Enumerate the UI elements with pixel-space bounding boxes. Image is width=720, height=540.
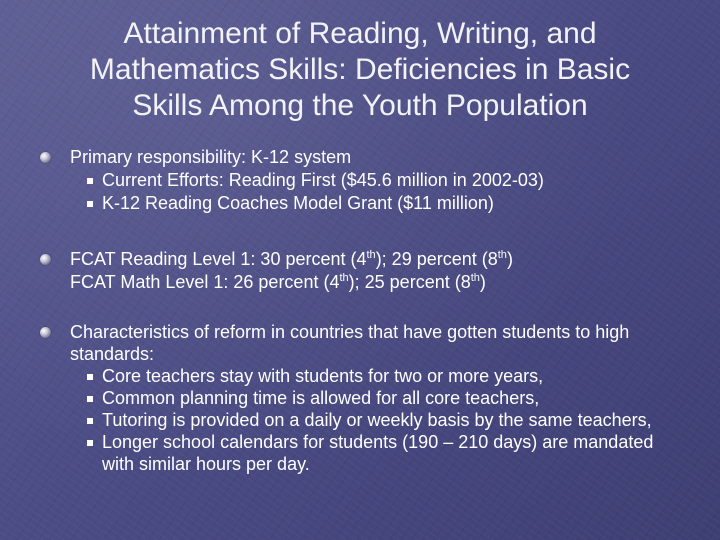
square-bullet-icon bbox=[87, 374, 93, 380]
square-bullet-icon bbox=[87, 418, 93, 424]
sub-bullet-text: Common planning time is allowed for all core teachers, bbox=[102, 388, 540, 408]
sub-bullet-item bbox=[40, 387, 690, 409]
bullet-disc-icon bbox=[40, 254, 51, 265]
title-line-3: Skills Among the Youth Population bbox=[132, 89, 588, 122]
sub-bullet-item bbox=[40, 365, 690, 387]
square-bullet-icon bbox=[87, 201, 93, 207]
bullet-block-reform-characteristics bbox=[40, 321, 690, 475]
bullet-block-fcat bbox=[40, 248, 690, 294]
sub-bullet-item bbox=[40, 409, 690, 431]
square-bullet-icon bbox=[87, 396, 93, 402]
sub-bullet-text: K-12 Reading Coaches Model Grant ($11 million) bbox=[102, 193, 494, 213]
fcat-reading-line: FCAT Reading Level 1: 30 percent (4th); 29 percent (8th) bbox=[70, 249, 513, 269]
sub-bullet-text: Longer school calendars for students (190 – 210 days) are mandated with similar hours per day. bbox=[102, 432, 654, 474]
square-bullet-icon bbox=[87, 178, 93, 184]
bullet-item bbox=[40, 248, 690, 294]
square-bullet-icon bbox=[87, 440, 93, 446]
bullet-disc-icon bbox=[40, 152, 51, 163]
sub-bullet-item bbox=[40, 192, 690, 215]
bullet-text: Characteristics of reform in countries that have gotten students to high standards: bbox=[70, 322, 630, 364]
sub-bullet-text: Tutoring is provided on a daily or weekly basis by the same teachers, bbox=[102, 410, 652, 430]
sub-bullet-text: Core teachers stay with students for two or more years, bbox=[102, 366, 544, 386]
fcat-math-line: FCAT Math Level 1: 26 percent (4th); 25 percent (8th) bbox=[70, 272, 486, 292]
bullet-item bbox=[40, 146, 690, 169]
bullet-disc-icon bbox=[40, 327, 51, 338]
title-line-1: Attainment of Reading, Writing, and bbox=[123, 17, 597, 50]
bullet-text: Primary responsibility: K-12 system bbox=[70, 147, 352, 167]
sub-bullet-item bbox=[40, 431, 690, 475]
bullet-item bbox=[40, 321, 690, 365]
sub-bullet-item bbox=[40, 169, 690, 192]
bullet-block-primary-responsibility bbox=[40, 146, 690, 215]
sub-bullet-text: Current Efforts: Reading First ($45.6 million in 2002-03) bbox=[102, 170, 544, 190]
title-line-2: Mathematics Skills: Deficiencies in Basic bbox=[89, 53, 631, 86]
slide-title bbox=[40, 16, 680, 124]
